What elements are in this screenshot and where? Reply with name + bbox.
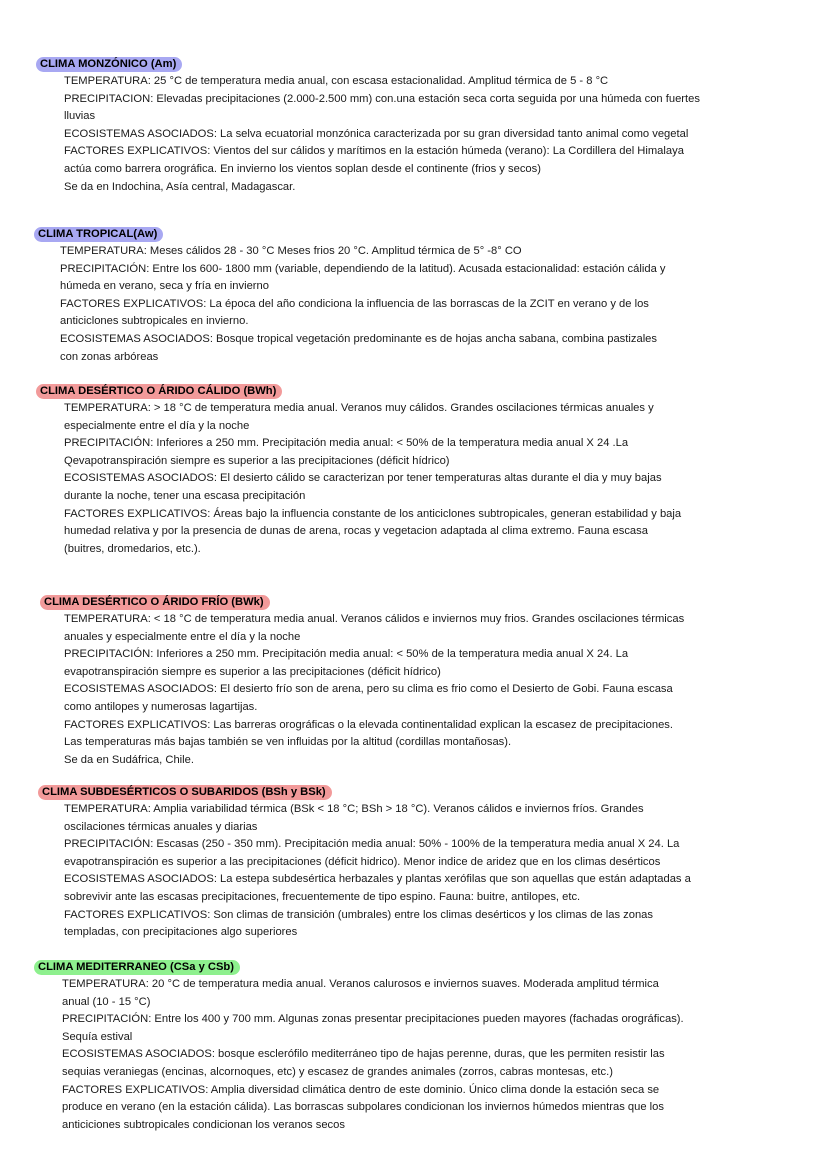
text-line: PRECIPITACIÓN: Escasas (250 - 350 mm). Precipitación media anual: 50% - 100% de la temperatura media anual X 24. La: [64, 838, 680, 851]
text-line: ECOSISTEMAS ASOCIADOS: El desierto cálido se caracterizan por tener temperaturas altas durante el dia y muy bajas: [64, 472, 662, 485]
text-line: PRECIPITACIÓN: Entre los 600- 1800 mm (variable, dependiendo de la latitud). Acusada estacionalidad: estación cálida y: [60, 262, 666, 275]
section-title: CLIMA TROPICAL(Aw): [34, 227, 163, 242]
text-line: FACTORES EXPLICATIVOS: La época del año condiciona la influencia de las borrascas de la ZCIT en verano y de los: [60, 297, 649, 310]
section-title: CLIMA DESÉRTICO O ÁRIDO FRÍO (BWk): [40, 595, 270, 610]
text-line: FACTORES EXPLICATIVOS: Las barreras orográficas o la elevada continentalidad explican la escasez de precipitaciones.: [64, 718, 673, 731]
text-line: TEMPERATURA: Meses cálidos 28 - 30 °C Meses frios 20 °C. Amplitud térmica de 5° -8° CO: [60, 245, 522, 257]
text-line: humedad relativa y por la presencia de dunas de arena, rocas y vegetacion adaptada al clima extremo. Fauna escasa: [64, 525, 648, 538]
text-line: evapotranspiración siempre es superior a las precipitaciones (déficit hídrico): [64, 665, 441, 678]
text-line: Se da en Sudáfrica, Chile.: [64, 753, 194, 766]
text-line: TEMPERATURA: > 18 °C de temperatura media anual. Veranos muy cálidos. Grandes oscilaciones térmicas anuales y: [64, 402, 654, 414]
text-line: lluvias: [64, 110, 96, 123]
text-line: PRECIPITACIÓN: Inferiores a 250 mm. Precipitación media anual: < 50% de la temperatura media anual X 24 .La: [64, 437, 629, 450]
text-line: ECOSISTEMAS ASOCIADOS: Bosque tropical vegetación predominante es de hojas ancha sabana, combina pastizales: [60, 332, 657, 345]
text-line: como antilopes y numerosas lagartijas.: [64, 700, 258, 713]
text-line: anticiclones subtropicales en invierno.: [60, 315, 249, 328]
text-line: anuales y especialmente entre el día y la noche: [64, 630, 301, 643]
section-subdesertico: [0, 782, 828, 942]
section-body: [62, 976, 828, 1134]
text-line: FACTORES EXPLICATIVOS: Son climas de transición (umbrales) entre los climas desérticos y los climas de las zonas: [64, 908, 654, 921]
text-line: ECOSISTEMAS ASOCIADOS: La estepa subdesértica herbazales y plantas xerófilas que son aquellas que están adaptadas a: [64, 873, 691, 886]
text-line: Las temperaturas más bajas también se ven influidas por la altitud (cordillas montañosas).: [64, 736, 512, 749]
text-line: TEMPERATURA: Amplia variabilidad térmica (BSk < 18 °C; BSh > 18 °C). Veranos cálidos e inviernos fríos. Grandes: [64, 803, 644, 815]
section-desertico-frio: [0, 592, 828, 769]
text-line: con zonas arbóreas: [60, 350, 159, 363]
text-line: anticiciones subtropicales condicionan los veranos secos: [62, 1118, 345, 1131]
text-line: FACTORES EXPLICATIVOS: Amplia diversidad climática dentro de este dominio. Único clima donde la estación seca se: [62, 1083, 660, 1096]
section-body: [64, 73, 828, 196]
text-line: actúa como barrera orográfica. En invierno los vientos soplan desde el continente (frios y secos): [64, 162, 541, 175]
text-line: PRECIPITACIÓN: Entre los 400 y 700 mm. Algunas zonas presentar precipitaciones pueden mayores (fachadas orográficas).: [62, 1013, 684, 1026]
text-line: durante la noche, tener una escasa precipitación: [64, 489, 306, 502]
text-line: FACTORES EXPLICATIVOS: Vientos del sur cálidos y marítimos en la estación húmeda (verano): La Cordillera del Himalaya: [64, 145, 684, 158]
text-line: sequias veraniegas (encinas, alcornoques, etc) y escasez de grandes animales (zorros, cabras montesas, etc.): [62, 1065, 613, 1078]
text-line: ECOSISTEMAS ASOCIADOS: La selva ecuatorial monzónica caracterizada por su gran diversidad tanto animal como vegetal: [64, 127, 689, 140]
text-line: TEMPERATURA: 25 °C de temperatura media anual, con escasa estacionalidad. Amplitud térmica de 5 - 8 °C: [64, 75, 609, 87]
section-tropical: [0, 224, 828, 366]
section-title: CLIMA SUBDESÉRTICOS O SUBARIDOS (BSh y BSk): [38, 785, 332, 800]
section-body: [64, 400, 828, 558]
section-body: [64, 801, 828, 942]
text-line: Qevapotranspiración siempre es superior a las precipitaciones (déficit hídrico): [64, 454, 450, 467]
text-line: ECOSISTEMAS ASOCIADOS: El desierto frío son de arena, pero su clima es frio como el Desierto de Gobi. Fauna escasa: [64, 683, 673, 696]
section-desertico-calido: [0, 381, 828, 558]
text-line: FACTORES EXPLICATIVOS: Áreas bajo la influencia constante de los anticiclones subtropicales, generan estabilidad y baja: [64, 507, 682, 520]
text-line: Se da en Indochina, Asía central, Madagascar.: [64, 180, 296, 193]
text-line: húmeda en verano, seca y fría en invierno: [60, 280, 269, 293]
text-line: anual (10 - 15 °C): [62, 995, 151, 1008]
section-title: CLIMA DESÉRTICO O ÁRIDO CÁLIDO (BWh): [36, 384, 282, 399]
section-body: [64, 611, 828, 769]
text-line: produce en verano (en la estación cálida). Las borrascas subpolares condicionan los inviernos húmedos mientras que los: [62, 1101, 664, 1114]
text-line: PRECIPITACIÓN: Inferiores a 250 mm. Precipitación media anual: < 50% de la temperatura media anual X 24. La: [64, 648, 629, 661]
text-line: TEMPERATURA: < 18 °C de temperatura media anual. Veranos cálidos e inviernos muy frios. Grandes oscilaciones térmicas: [64, 613, 685, 625]
section-mediterraneo: [0, 957, 828, 1134]
text-line: sobrevivir ante las escasas precipitaciones, frecuentemente de tipo espino. Fauna: buitre, antilopes, etc.: [64, 890, 581, 903]
text-line: Sequía estival: [62, 1030, 133, 1043]
text-line: ECOSISTEMAS ASOCIADOS: bosque esclerófilo mediterráneo tipo de hajas perenne, duras, que les permiten resistir las: [62, 1048, 665, 1061]
text-line: PRECIPITACION: Elevadas precipitaciones (2.000-2.500 mm) con.una estación seca corta seguida por una húmeda con fuertes: [64, 92, 700, 105]
section-monzonico: [0, 54, 828, 196]
text-line: templadas, con precipitaciones algo superiores: [64, 926, 298, 939]
text-line: evapotranspiración es superior a las precipitaciones (déficit hidrico). Menor indice de aridez que en los climas desérticos: [64, 855, 661, 868]
section-title: CLIMA MONZÓNICO (Am): [36, 57, 182, 72]
text-line: TEMPERATURA: 20 °C de temperatura media anual. Veranos calurosos e inviernos suaves. Moderada amplitud térmica: [62, 978, 659, 990]
text-line: oscilaciones térmicas anuales y diarias: [64, 820, 258, 833]
section-body: [60, 243, 828, 366]
text-line: (buitres, dromedarios, etc.).: [64, 542, 201, 555]
text-line: especialmente entre el día y la noche: [64, 419, 250, 432]
section-title: CLIMA MEDITERRANEO (CSa y CSb): [34, 960, 240, 975]
